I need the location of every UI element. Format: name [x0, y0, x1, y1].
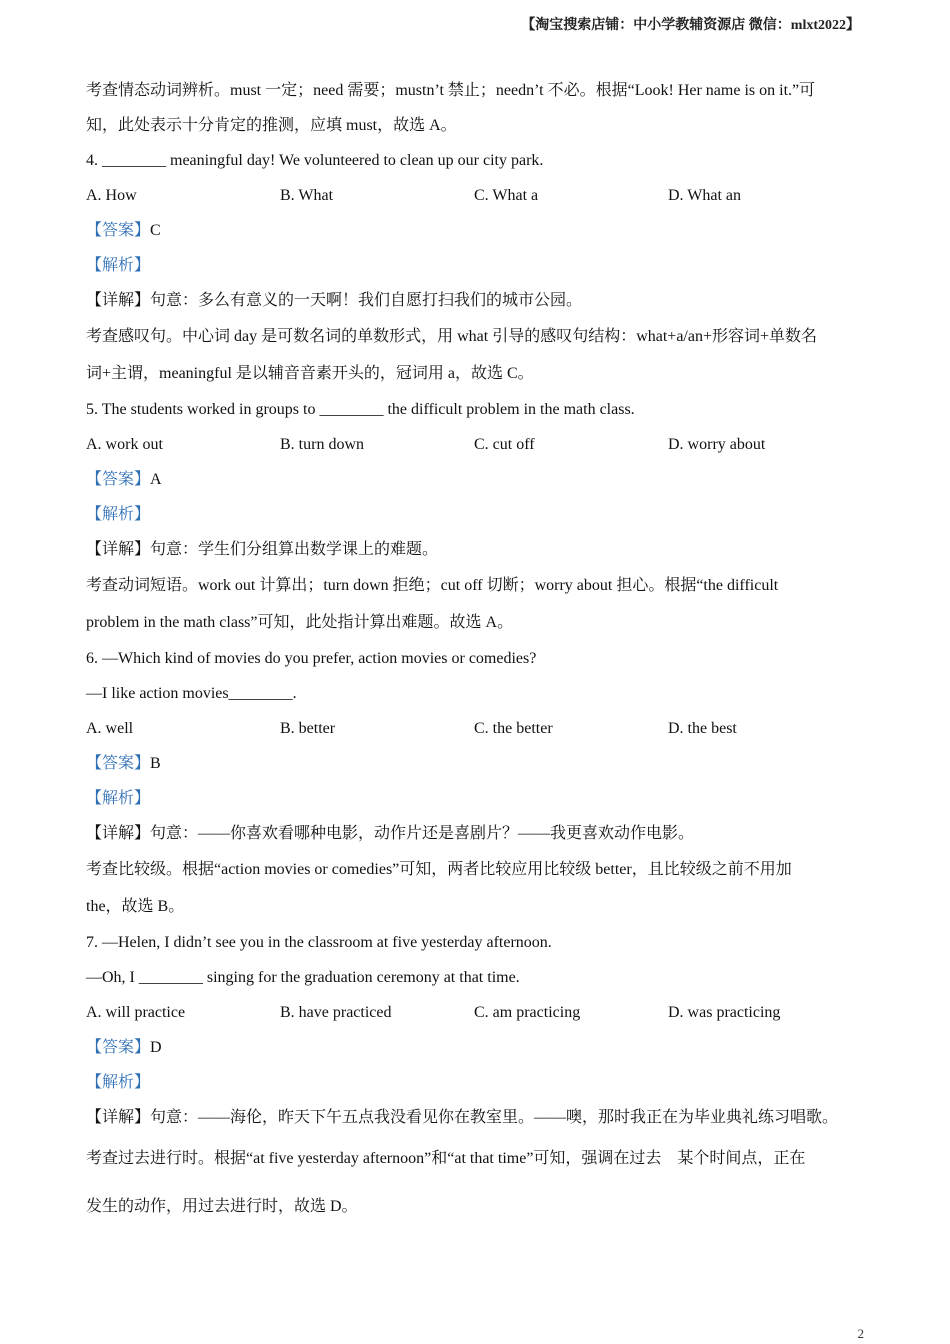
- detail-label: 【详解】: [86, 541, 151, 558]
- q7-option-c: C. am practicing: [474, 1004, 581, 1021]
- q4-answer-value: C: [150, 222, 161, 239]
- question-7-options: [86, 995, 876, 1030]
- question-7-stem-1: 7. —Helen, I didn’t see you in the classroom at five yesterday afternoon.: [86, 934, 552, 951]
- q7-answer-value: D: [150, 1039, 162, 1056]
- q5-detail-text: 句意：学生们分组算出数学课上的难题。: [150, 541, 439, 558]
- q5-explanation-2: problem in the math class”可知，此处指计算出难题。故选 A。: [86, 614, 514, 631]
- question-7-stem-2: —Oh, I ________ singing for the graduation ceremony at that time.: [86, 969, 520, 986]
- q7-option-d: D. was practicing: [668, 1004, 781, 1021]
- q6-option-b: B. better: [280, 720, 336, 737]
- q5-option-d: D. worry about: [668, 436, 766, 453]
- q4-detail-text: 句意：多么有意义的一天啊！我们自愿打扫我们的城市公园。: [150, 292, 583, 309]
- detail-label: 【详解】: [86, 292, 151, 309]
- detail-label: 【详解】: [86, 825, 151, 842]
- answer-label: 【答案】: [86, 755, 151, 772]
- q4-answer: [86, 213, 876, 248]
- page-number: 2: [857, 1326, 864, 1341]
- intro-line-2: 知，此处表示十分肯定的推测，应填 must，故选 A。: [86, 117, 457, 134]
- q6-detail-text: 句意：——你喜欢看哪种电影，动作片还是喜剧片？——我更喜欢动作电影。: [150, 825, 695, 842]
- q6-detail: [86, 816, 876, 851]
- q5-analysis-label: 【解析】: [86, 506, 151, 523]
- answer-label: 【答案】: [86, 222, 151, 239]
- q4-detail: [86, 283, 876, 318]
- q4-option-d: D. What an: [668, 187, 742, 204]
- q6-explanation-1: 考查比较级。根据“action movies or comedies”可知，两者比较应用比较级 better，且比较级之前不用加: [86, 861, 792, 878]
- q7-explanation-1: 考查过去进行时。根据“at five yesterday afternoon”和“at that time”可知，强调在过去 某个时间点，正在: [86, 1150, 806, 1167]
- q4-analysis-label: 【解析】: [86, 257, 151, 274]
- q7-detail-text: 句意：——海伦，昨天下午五点我没看见你在教室里。——噢，那时我正在为毕业典礼练习唱歌。: [150, 1109, 839, 1126]
- answer-label: 【答案】: [86, 1039, 151, 1056]
- q7-explanation-2: 发生的动作，用过去进行时，故选 D。: [86, 1198, 358, 1215]
- q4-option-c: C. What a: [474, 187, 539, 204]
- q6-answer-value: B: [150, 755, 161, 772]
- q7-option-b: B. have practiced: [280, 1004, 392, 1021]
- question-5-stem: 5. The students worked in groups to ________ the difficult problem in the math class.: [86, 401, 635, 418]
- question-6-options: [86, 711, 876, 746]
- q5-option-b: B. turn down: [280, 436, 364, 453]
- q6-option-a: A. well: [86, 720, 134, 737]
- page-header: 【淘宝搜索店铺：中小学教辅资源店 微信：mlxt2022】: [521, 18, 860, 33]
- q5-option-a: A. work out: [86, 436, 163, 453]
- q4-explanation-2: 词+主谓，meaningful 是以辅音音素开头的，冠词用 a，故选 C。: [86, 365, 534, 382]
- q6-analysis-label: 【解析】: [86, 790, 151, 807]
- q5-answer: [86, 462, 876, 497]
- intro-line-1: 考查情态动词辨析。must 一定；need 需要；mustn’t 禁止；needn’t 不必。根据“Look! Her name is on it.”可: [86, 82, 816, 99]
- q6-answer: [86, 746, 876, 781]
- document-body: [86, 73, 876, 1232]
- answer-label: 【答案】: [86, 471, 151, 488]
- q7-option-a: A. will practice: [86, 1004, 186, 1021]
- q5-explanation-1: 考查动词短语。work out 计算出；turn down 拒绝；cut off 切断；worry about 担心。根据“the difficult: [86, 577, 779, 594]
- q6-explanation-2: the，故选 B。: [86, 898, 185, 915]
- detail-label: 【详解】: [86, 1109, 151, 1126]
- q5-option-c: C. cut off: [474, 436, 535, 453]
- q7-answer: [86, 1030, 876, 1065]
- question-6-stem-1: 6. —Which kind of movies do you prefer, action movies or comedies?: [86, 650, 537, 667]
- q4-option-b: B. What: [280, 187, 334, 204]
- q5-detail: [86, 532, 876, 567]
- question-4-options: [86, 178, 876, 213]
- q6-option-d: D. the best: [668, 720, 737, 737]
- question-4-stem: 4. ________ meaningful day! We volunteered to clean up our city park.: [86, 152, 544, 169]
- question-5-options: [86, 427, 876, 462]
- q7-analysis-label: 【解析】: [86, 1074, 151, 1091]
- q4-explanation-1: 考查感叹句。中心词 day 是可数名词的单数形式，用 what 引导的感叹句结构：what+a/an+形容词+单数名: [86, 328, 818, 345]
- question-6-stem-2: —I like action movies________.: [86, 685, 297, 702]
- q4-option-a: A. How: [86, 187, 137, 204]
- q6-option-c: C. the better: [474, 720, 553, 737]
- q7-detail: [86, 1100, 876, 1135]
- q5-answer-value: A: [150, 471, 162, 488]
